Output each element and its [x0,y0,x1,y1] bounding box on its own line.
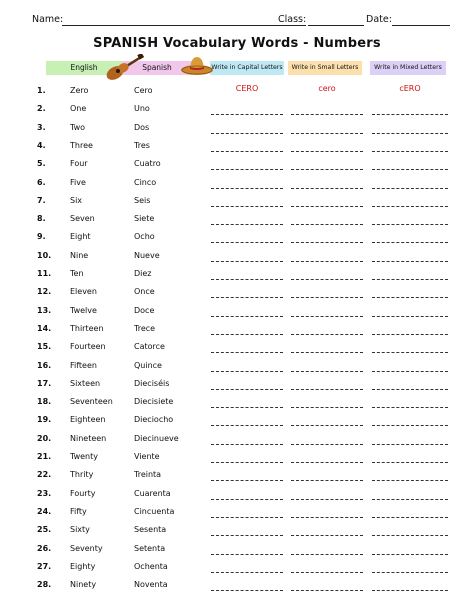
small-write-line[interactable] [291,444,363,445]
capital-write-line[interactable] [211,554,283,555]
spanish-word: Sesenta [134,525,167,535]
capital-letters-column-header: Write in Capital Letters [210,61,284,75]
mixed-write-line[interactable] [372,334,448,335]
capital-write-line[interactable] [211,499,283,500]
row-number: 20. [37,433,52,443]
small-write-line[interactable] [291,499,363,500]
student-info-header [32,14,452,28]
spanish-word: Trece [134,323,156,333]
vocab-row [0,104,474,120]
english-word: Four [70,159,88,169]
small-write-line[interactable] [291,316,363,317]
small-write-line[interactable] [291,517,363,518]
spanish-word: Diecinueve [134,433,179,443]
capital-write-line[interactable] [211,261,283,262]
mixed-write-line[interactable] [372,206,448,207]
mixed-write-line[interactable] [372,554,448,555]
row-number: 16. [37,360,52,370]
small-write-line[interactable] [291,297,363,298]
english-word: Seventy [70,543,103,553]
spanish-word: Cinco [134,177,157,187]
capital-example: CERO [235,84,259,93]
capital-write-line[interactable] [211,407,283,408]
small-write-line[interactable] [291,480,363,481]
vocab-row [0,196,474,212]
mixed-write-line[interactable] [372,499,448,500]
row-number: 15. [37,342,52,352]
vocab-row [0,214,474,230]
capital-write-line[interactable] [211,206,283,207]
vocab-row [0,379,474,395]
mixed-write-line[interactable] [372,517,448,518]
capital-write-line[interactable] [211,151,283,152]
english-word: Twelve [70,305,97,315]
sombrero-icon [180,54,214,76]
spanish-word: Quince [134,360,162,370]
vocab-row [0,86,474,102]
vocab-row [0,306,474,322]
mixed-write-line[interactable] [372,352,448,353]
small-letters-column-header: Write in Small Letters [288,61,362,75]
spanish-word: Nueve [134,250,160,260]
capital-write-line[interactable] [211,297,283,298]
row-number: 27. [37,561,52,571]
mixed-write-line[interactable] [372,316,448,317]
spanish-word: Doce [134,305,155,315]
spanish-word: Uno [134,104,150,114]
mixed-write-line[interactable] [372,462,448,463]
small-write-line[interactable] [291,133,363,134]
small-write-line[interactable] [291,572,363,573]
small-write-line[interactable] [291,188,363,189]
date-field-line[interactable] [392,25,450,26]
row-number: 12. [37,287,52,297]
vocab-row [0,434,474,450]
spanish-word: Diez [134,269,152,278]
vocab-row [0,232,474,248]
vocab-row [0,544,474,560]
capital-write-line[interactable] [211,517,283,518]
small-write-line[interactable] [291,279,363,280]
english-word: Twenty [70,452,98,461]
mixed-write-line[interactable] [372,279,448,280]
english-word: Fifteen [70,360,97,370]
spanish-word: Cincuenta [134,506,175,516]
mixed-write-line[interactable] [372,133,448,134]
name-label: Name: [32,14,64,25]
name-field-line[interactable] [62,25,306,26]
mixed-write-line[interactable] [372,242,448,243]
row-number: 1. [37,86,46,95]
spanish-word: Siete [134,214,155,224]
mixed-write-line[interactable] [372,572,448,573]
small-write-line[interactable] [291,590,363,591]
row-number: 8. [37,214,46,224]
mixed-write-line[interactable] [372,444,448,445]
capital-write-line[interactable] [211,462,283,463]
mixed-write-line[interactable] [372,188,448,189]
row-number: 19. [37,415,52,425]
mixed-write-line[interactable] [372,480,448,481]
small-write-line[interactable] [291,242,363,243]
row-number: 23. [37,488,52,498]
spanish-word: Ochenta [134,561,168,571]
small-write-line[interactable] [291,425,363,426]
small-write-line[interactable] [291,352,363,353]
spanish-word: Dieciocho [134,415,174,425]
english-word: Seven [70,214,95,224]
spanish-word: Catorce [134,342,165,352]
mixed-write-line[interactable] [372,535,448,536]
small-write-line[interactable] [291,389,363,390]
vocab-row [0,507,474,523]
row-number: 4. [37,140,46,150]
spanish-word: Tres [134,140,150,150]
small-write-line[interactable] [291,224,363,225]
capital-write-line[interactable] [211,334,283,335]
vocab-row [0,324,474,340]
english-word: Six [70,195,83,205]
english-word: Ninety [70,580,97,590]
vocab-row [0,415,474,431]
english-word: Eighty [70,561,96,571]
row-number: 3. [37,122,46,132]
row-number: 9. [37,232,46,242]
spanish-word: Seis [134,195,151,205]
class-label: Class: [278,14,307,25]
english-word: Eleven [70,287,97,297]
mixed-write-line[interactable] [372,389,448,390]
class-field-line[interactable] [308,25,364,26]
capital-write-line[interactable] [211,480,283,481]
mixed-write-line[interactable] [372,169,448,170]
english-word: Fourteen [70,342,106,352]
small-write-line[interactable] [291,407,363,408]
vocab-row [0,489,474,505]
english-word: Eighteen [70,415,106,425]
vocab-row [0,141,474,157]
small-write-line[interactable] [291,554,363,555]
row-number: 10. [37,250,52,260]
english-word: Zero [70,86,89,95]
row-number: 13. [37,305,52,315]
small-write-line[interactable] [291,206,363,207]
small-write-line[interactable] [291,535,363,536]
mixed-write-line[interactable] [372,590,448,591]
small-write-line[interactable] [291,462,363,463]
spanish-word: Noventa [134,580,168,590]
vocab-row [0,562,474,578]
english-word: Five [70,177,86,187]
mixed-write-line[interactable] [372,114,448,115]
row-number: 11. [37,269,52,278]
capital-write-line[interactable] [211,535,283,536]
spanish-word: Cero [134,86,153,95]
spanish-word: Cuarenta [134,488,171,498]
vocab-row [0,525,474,541]
spanish-word: Cuatro [134,159,161,169]
row-number: 26. [37,543,52,553]
capital-write-line[interactable] [211,279,283,280]
english-word: Sixteen [70,378,101,388]
mixed-write-line[interactable] [372,224,448,225]
vocab-row [0,580,474,596]
small-write-line[interactable] [291,151,363,152]
vocab-row [0,361,474,377]
capital-write-line[interactable] [211,188,283,189]
small-example: cero [318,84,336,93]
vocab-row [0,452,474,468]
mixed-example: cERO [399,84,421,93]
capital-write-line[interactable] [211,133,283,134]
english-column-header: English [46,61,122,75]
spanish-word: Viente [134,452,160,461]
capital-write-line[interactable] [211,224,283,225]
vocab-row [0,342,474,358]
small-write-line[interactable] [291,261,363,262]
spanish-word: Treinta [134,470,162,480]
english-word: Fifty [70,506,87,516]
capital-write-line[interactable] [211,371,283,372]
small-write-line[interactable] [291,114,363,115]
vocab-row [0,269,474,285]
english-word: Two [70,122,85,132]
english-word: Seventeen [70,397,113,407]
english-word: Three [70,140,93,150]
mixed-write-line[interactable] [372,407,448,408]
spanish-word: Ocho [134,232,155,242]
vocab-row [0,178,474,194]
vocab-row [0,251,474,267]
capital-write-line[interactable] [211,389,283,390]
row-number: 2. [37,104,46,114]
english-word: Ten [70,269,84,278]
spanish-word: Diecisiete [134,397,174,407]
row-number: 17. [37,378,52,388]
row-number: 21. [37,452,52,461]
mixed-letters-column-header: Write in Mixed Letters [370,61,446,75]
row-number: 14. [37,323,52,333]
capital-write-line[interactable] [211,242,283,243]
vocab-row [0,287,474,303]
english-word: Nineteen [70,433,107,443]
english-word: One [70,104,87,114]
capital-write-line[interactable] [211,169,283,170]
spanish-word: Dieciséis [134,378,170,388]
mixed-write-line[interactable] [372,297,448,298]
small-write-line[interactable] [291,334,363,335]
page-title: SPANISH Vocabulary Words - Numbers [93,36,381,51]
row-number: 28. [37,580,52,590]
capital-write-line[interactable] [211,444,283,445]
capital-write-line[interactable] [211,114,283,115]
small-write-line[interactable] [291,371,363,372]
english-word: Sixty [70,525,90,535]
vocab-row [0,159,474,175]
row-number: 18. [37,397,52,407]
english-word: Thrity [70,470,94,480]
english-word: Nine [70,250,89,260]
row-number: 24. [37,506,52,516]
row-number: 6. [37,177,46,187]
guitar-icon [104,54,144,80]
spanish-word: Dos [134,122,150,132]
date-label: Date: [366,14,392,25]
mixed-write-line[interactable] [372,151,448,152]
capital-write-line[interactable] [211,316,283,317]
mixed-write-line[interactable] [372,261,448,262]
vocab-row [0,123,474,139]
row-number: 7. [37,195,46,205]
row-number: 25. [37,525,52,535]
capital-write-line[interactable] [211,572,283,573]
mixed-write-line[interactable] [372,371,448,372]
capital-write-line[interactable] [211,352,283,353]
row-number: 22. [37,470,52,480]
english-word: Fourty [70,488,96,498]
capital-write-line[interactable] [211,590,283,591]
vocab-row [0,397,474,413]
vocab-row [0,470,474,486]
spanish-word: Setenta [134,543,166,553]
row-number: 5. [37,159,46,169]
spanish-column-header: Spanish [122,61,192,75]
mixed-write-line[interactable] [372,425,448,426]
english-word: Eight [70,232,91,242]
spanish-word: Once [134,287,155,297]
english-word: Thirteen [70,323,104,333]
capital-write-line[interactable] [211,425,283,426]
small-write-line[interactable] [291,169,363,170]
